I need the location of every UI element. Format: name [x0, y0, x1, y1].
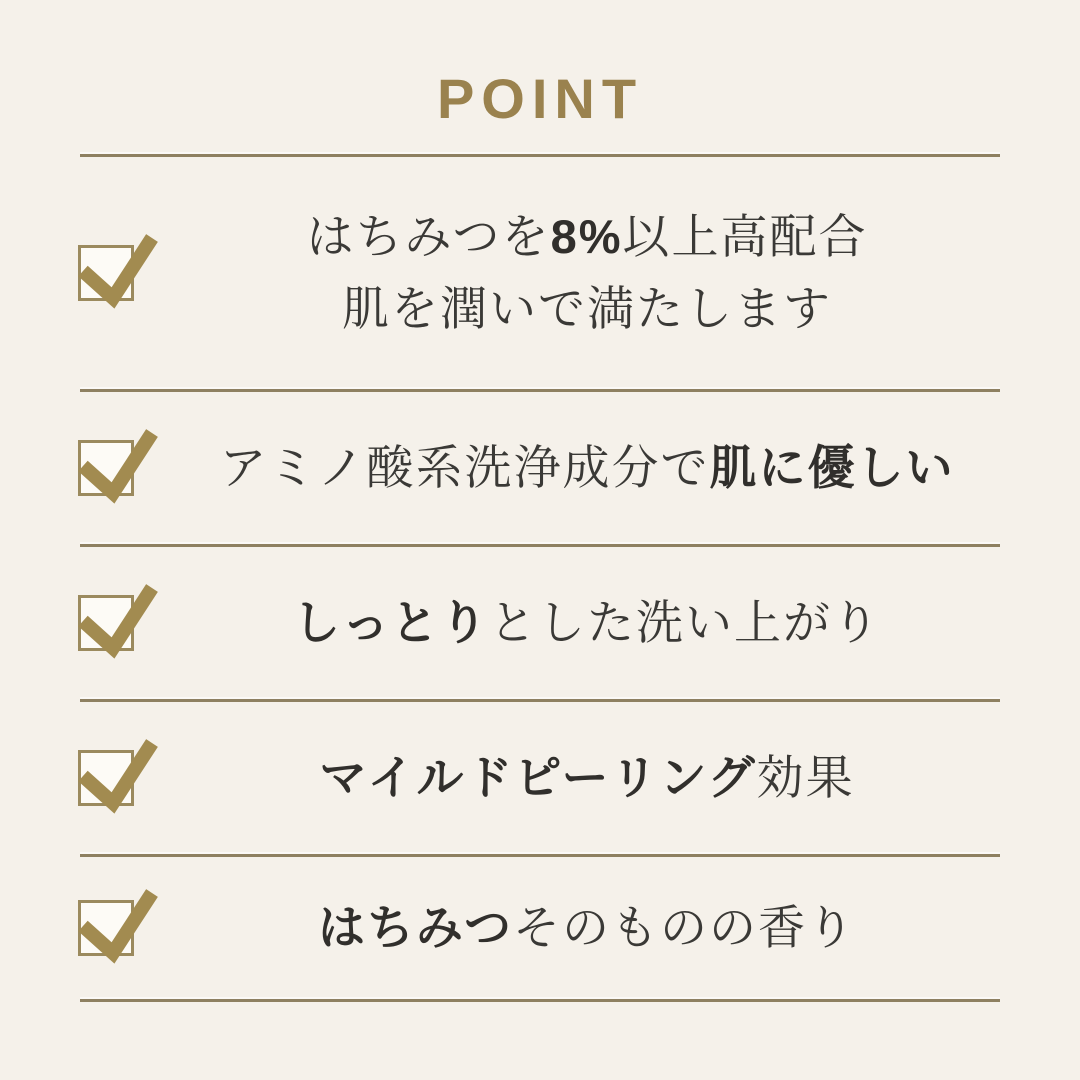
- text-segment: しっとり: [293, 595, 489, 649]
- list-item: [0, 545, 1080, 700]
- checkbox-checked-icon: [78, 900, 134, 956]
- text-segment: 8%: [550, 209, 623, 263]
- checkmark-icon: [76, 886, 164, 968]
- text-segment: はちみつ: [317, 900, 514, 954]
- page-title: POINT: [436, 67, 644, 130]
- text-segment: 肌に優しい: [709, 440, 955, 494]
- point-text: [174, 742, 1000, 814]
- point-text-line: [174, 742, 1000, 814]
- text-segment: はちみつを: [306, 209, 551, 263]
- text-segment: そのものの香り: [513, 900, 857, 954]
- point-text-line: [174, 273, 1000, 345]
- text-segment: 以上高配合: [622, 209, 868, 263]
- point-text: [174, 432, 1000, 504]
- list-item: [0, 700, 1080, 855]
- point-text: [174, 892, 1000, 964]
- list-item: [0, 855, 1080, 1000]
- point-text-line: [174, 587, 1000, 659]
- point-text: [174, 587, 1000, 659]
- text-segment: 肌を潤いで満たします: [342, 281, 832, 335]
- text-segment: マイルドピーリング: [319, 750, 757, 804]
- text-segment: 効果: [756, 750, 855, 804]
- checkmark-icon: [76, 581, 164, 663]
- checkbox-checked-icon: [78, 750, 134, 806]
- list-item: [0, 155, 1080, 390]
- list-item: [0, 390, 1080, 545]
- point-text-line: [174, 201, 1000, 273]
- point-text-line: [174, 432, 1000, 504]
- checkmark-icon: [76, 231, 164, 313]
- text-segment: アミノ酸系洗浄成分で: [219, 440, 710, 494]
- point-text-line: [174, 892, 1000, 964]
- checkbox-checked-icon: [78, 245, 134, 301]
- checkbox-checked-icon: [78, 595, 134, 651]
- checkmark-icon: [76, 426, 164, 508]
- checkmark-icon: [76, 736, 164, 818]
- point-text: [174, 201, 1000, 345]
- checkbox-checked-icon: [78, 440, 134, 496]
- text-segment: とした洗い上がり: [489, 595, 881, 649]
